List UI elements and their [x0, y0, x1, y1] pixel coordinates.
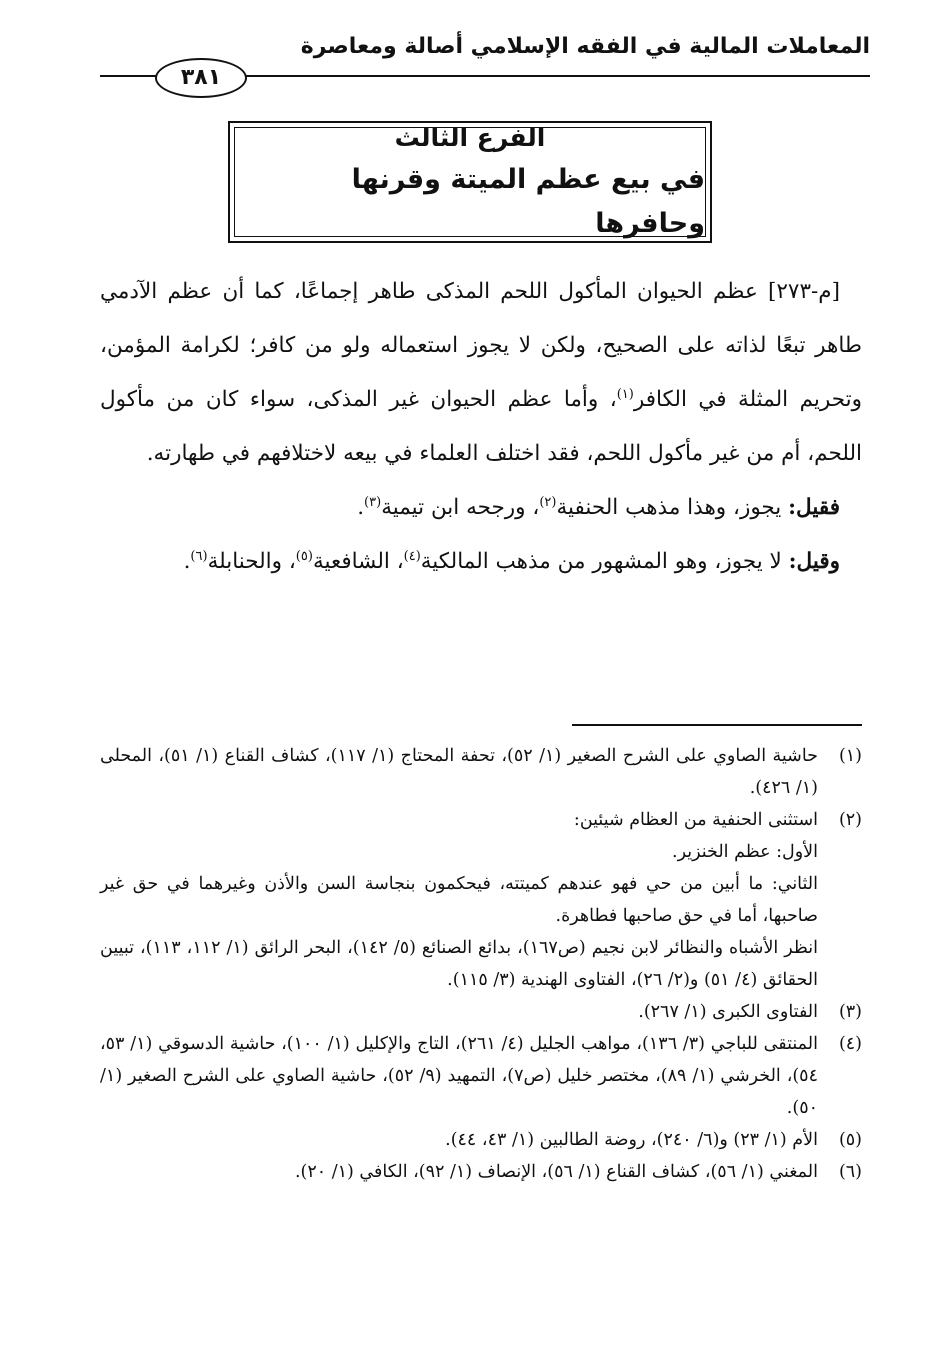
- footnote-number: (٢): [838, 810, 862, 830]
- footnote-body: [100, 1028, 818, 1124]
- footnote-ref-6: (٦): [190, 548, 208, 564]
- footnote-separator: [572, 724, 862, 726]
- footnote-number: (٦): [838, 1162, 862, 1182]
- paragraph-2-text-c: .: [357, 495, 365, 520]
- paragraph-2: [100, 481, 862, 535]
- footnote-line: الفتاوى الكبرى (١/ ٢٦٧).: [638, 1002, 818, 1022]
- footnote-item: [100, 1124, 862, 1156]
- paragraph-1-text-continued: ، وأما عظم الحيوان غير المذكى، سواء كان من مأكول اللحم، أم من غير مأكول اللحم، فقد اختلف العلماء في بيعه لاختلافهم في طهارته.: [100, 387, 862, 466]
- footnote-item: [100, 740, 862, 804]
- footnote-line: حاشية الصاوي على الشرح الصغير (١/ ٥٢)، تحفة المحتاج (١/ ١١٧)، كشاف القناع (١/ ٥١)، المحلى (١/ ٤٢٦).: [100, 746, 818, 798]
- paragraph-3-text-a: لا يجوز، وهو المشهور من مذهب المالكية: [420, 549, 789, 574]
- section-heading: الفرع الثالث: [394, 123, 546, 152]
- footnote-line: المنتقى للباجي (٣/ ١٣٦)، مواهب الجليل (٤/ ٢٦١)، التاج والإكليل (١/ ١٠٠)، حاشية الدسوقي (١/ ٥٣، ٥٤)، الخرشي (١/ ٨٩)، مختصر خليل (ص٧)، التمهيد (٩/ ٥٢)، حاشية الصاوي على الشرح الصغير (١/ ٥٠).: [100, 1034, 818, 1118]
- footnote-ref-1: (١): [616, 386, 634, 402]
- footnote-line: الثاني: ما أبين من حي فهو عندهم كميتته، فيحكمون بنجاسة السن والأذن وغيرهما في حق غير صاحبها، أما في حق صاحبها فطاهرة.: [100, 874, 818, 926]
- section-title-box: [228, 121, 712, 243]
- footnote-number: (٥): [838, 1130, 862, 1150]
- footnote-body: [100, 996, 818, 1028]
- footnote-number: (٤): [838, 1034, 862, 1054]
- footnote-item: [100, 1156, 862, 1188]
- footnote-body: [100, 1156, 818, 1188]
- footnotes: [100, 740, 862, 1188]
- footnote-line: المغني (١/ ٥٦)، كشاف القناع (١/ ٥٦)، الإنصاف (١/ ٩٢)، الكافي (١/ ٢٠).: [294, 1162, 818, 1182]
- section-subheading: في بيع عظم الميتة وقرنها وحافرها: [351, 164, 705, 239]
- footnote-body: [100, 740, 818, 804]
- footnote-ref-2: (٢): [539, 494, 557, 510]
- footnote-line: استثنى الحنفية من العظام شيئين:: [573, 810, 818, 830]
- footnote-number: (٣): [838, 1002, 862, 1022]
- footnote-body: [100, 804, 818, 996]
- paragraph-2-lead: فقيل:: [788, 495, 840, 520]
- running-header: المعاملات المالية في الفقه الإسلامي أصالة ومعاصرة: [300, 34, 870, 59]
- footnote-line: الأم (١/ ٢٣) و(٦/ ٢٤٠)، روضة الطالبين (١/ ٤٣، ٤٤).: [445, 1130, 818, 1150]
- footnote-item: [100, 1028, 862, 1124]
- paragraph-2-text-b: ، ورجحه ابن تيمية: [381, 495, 540, 520]
- paragraph-3-text-d: .: [183, 549, 191, 574]
- footnote-line: انظر الأشباه والنظائر لابن نجيم (ص١٦٧)، بدائع الصنائع (٥/ ١٤٢)، البحر الرائق (١/ ١١٢، ١١٣)، تبيين الحقائق (٤/ ٥١) و(٢/ ٢٦)، الفتاوى الهندية (٣/ ١١٥).: [100, 938, 819, 990]
- paragraph-3: [100, 535, 862, 589]
- paragraph-1: [100, 265, 862, 481]
- footnote-item: [100, 996, 862, 1028]
- footnote-item: [100, 804, 862, 996]
- footnote-body: [100, 1124, 818, 1156]
- section-title-inner: [234, 123, 706, 239]
- paragraph-1-text: [م-٢٧٣] عظم الحيوان المأكول اللحم المذكى طاهر إجماعًا، كما أن عظم الآدمي طاهر تبعًا لذاته على الصحيح، ولكن لا يجوز استعماله ولو من كافر؛ لكرامة المؤمن، وتحريم المثلة في الكافر: [100, 279, 862, 412]
- page-number: ٣٨١: [155, 58, 247, 98]
- footnote-line: الأول: عظم الخنزير.: [672, 842, 818, 862]
- footnote-number: (١): [838, 746, 862, 766]
- footnote-ref-5: (٥): [295, 548, 313, 564]
- footnote-ref-3: (٣): [364, 494, 382, 510]
- paragraph-3-text-b: ، الشافعية: [312, 549, 404, 574]
- paragraph-3-lead: وقيل:: [788, 549, 840, 574]
- footnote-ref-4: (٤): [403, 548, 421, 564]
- paragraph-2-text-a: يجوز، وهذا مذهب الحنفية: [556, 495, 789, 520]
- body-text: [100, 265, 862, 589]
- paragraph-3-text-c: ، والحنابلة: [207, 549, 296, 574]
